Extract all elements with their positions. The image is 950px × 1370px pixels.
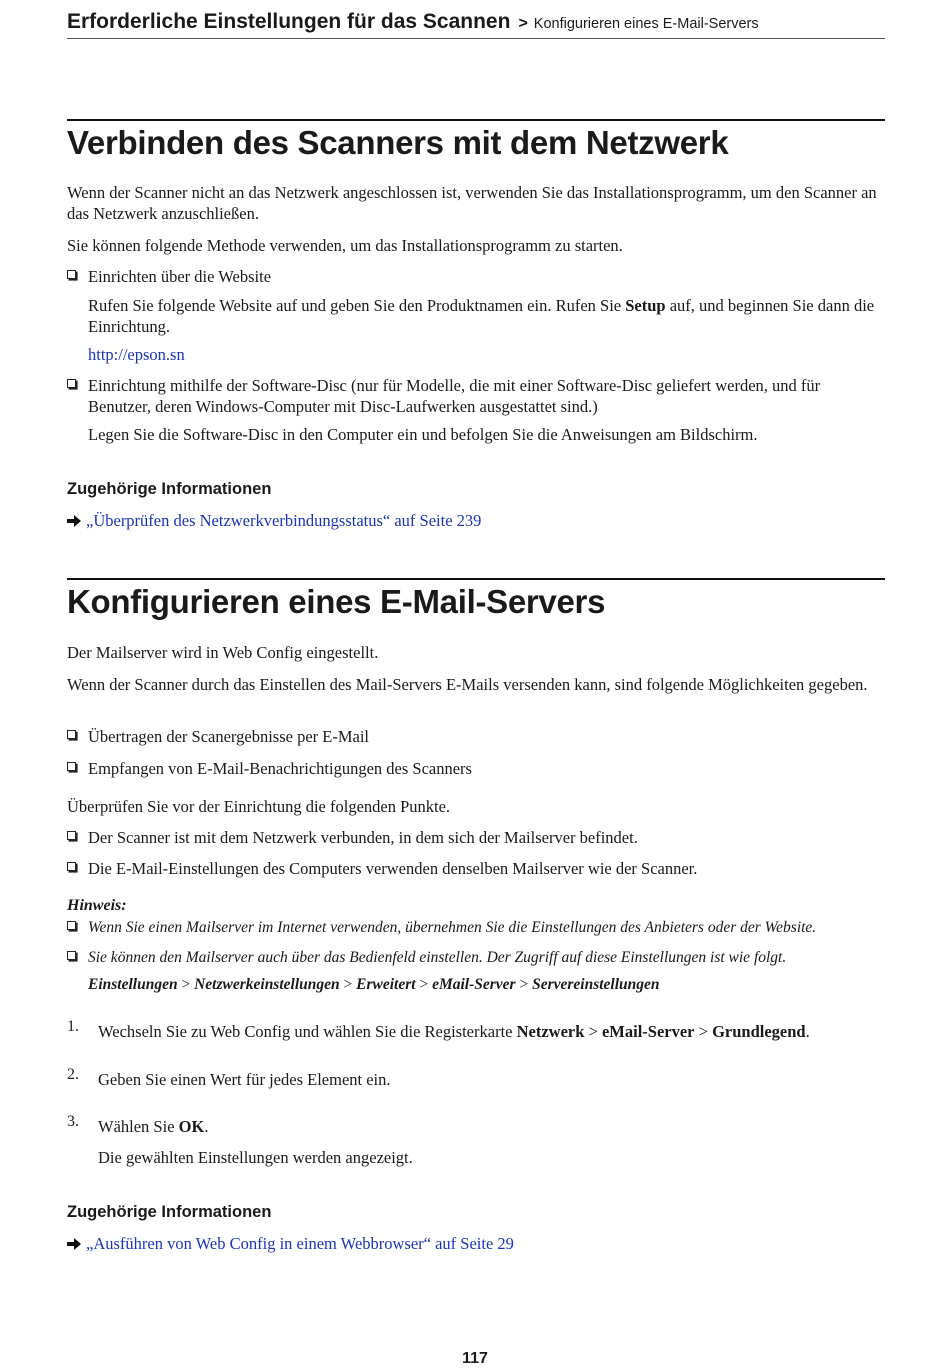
- s2-bullet-settings: [67, 858, 882, 879]
- checkbox-bullet-icon: [67, 951, 76, 960]
- arrow-right-icon: [67, 515, 81, 527]
- path-sep: >: [698, 1022, 708, 1041]
- desc-text-end: auf, und beginnen Sie dann die Einrichtung.: [88, 296, 875, 336]
- path-item: eMail-Server: [432, 976, 516, 993]
- s1-disc-desc: Legen Sie die Software-Disc in den Computer ein und befolgen Sie die Anweisungen am Bildschirm.: [88, 425, 758, 444]
- path-item: Einstellungen: [88, 976, 178, 993]
- s2-related-link[interactable]: [67, 1233, 514, 1254]
- path-item: Servereinstellungen: [532, 976, 660, 993]
- header-section: Konfigurieren eines E-Mail-Servers: [533, 16, 759, 32]
- bold-term: eMail-Server: [601, 1022, 695, 1041]
- bold-term: Netzwerk: [516, 1022, 585, 1041]
- s1-intro: Wenn der Scanner nicht an das Netzwerk angeschlossen ist, verwenden Sie das Installationsprogramm, um den Scanner an das Netzwerk anzuschließen.: [67, 183, 877, 223]
- path-sep: >: [519, 976, 529, 993]
- step-3-desc: Die gewählten Einstellungen werden angezeigt.: [98, 1148, 413, 1167]
- checkbox-bullet-icon: [67, 862, 76, 871]
- section-title-email-server: Konfigurieren eines E-Mail-Servers: [67, 578, 885, 622]
- checkbox-bullet-icon: [67, 379, 76, 388]
- related-link-text[interactable]: „Überprüfen des Netzwerkverbindungsstatus“ auf Seite 239: [86, 511, 482, 530]
- page-number: 117: [462, 1350, 488, 1367]
- s1-bullet-disc: [67, 375, 882, 417]
- s2-bullet-scan-results: [67, 726, 882, 747]
- checkbox-bullet-icon: [67, 270, 76, 279]
- bullet-text: Die E-Mail-Einstellungen des Computers verwenden denselben Mailserver wie der Scanner.: [88, 859, 698, 878]
- step-2-number: 2.: [67, 1066, 79, 1083]
- step-text: Wählen Sie: [98, 1117, 179, 1136]
- step-3-number: 3.: [67, 1113, 79, 1130]
- path-sep: >: [343, 976, 353, 993]
- step-2-text: Geben Sie einen Wert für jedes Element ein.: [98, 1070, 391, 1089]
- running-header: [67, 10, 885, 39]
- arrow-right-icon: [67, 1238, 81, 1250]
- step-end: .: [805, 1022, 810, 1041]
- bold-term: Grundlegend: [712, 1022, 806, 1041]
- note-item-2: [67, 947, 882, 968]
- s2-related-heading: Zugehörige Informationen: [67, 1203, 272, 1221]
- checkbox-bullet-icon: [67, 831, 76, 840]
- bullet-text: Einrichten über die Website: [88, 267, 272, 286]
- step-1-number: 1.: [67, 1018, 79, 1035]
- checkbox-bullet-icon: [67, 921, 76, 930]
- s1-related-heading: Zugehörige Informationen: [67, 480, 272, 498]
- s2-p1: Der Mailserver wird in Web Config eingestellt.: [67, 643, 379, 662]
- path-item: Netzwerkeinstellungen: [194, 976, 340, 993]
- note-text: Wenn Sie einen Mailserver im Internet verwenden, übernehmen Sie die Einstellungen des Anbieters oder der Website.: [88, 919, 817, 936]
- note-heading: Hinweis:: [67, 897, 127, 914]
- step-text: Wechseln Sie zu Web Config und wählen Sie die Registerkarte: [98, 1022, 517, 1041]
- bullet-text: Einrichtung mithilfe der Software-Disc (nur für Modelle, die mit einer Software-Disc geliefert werden, und für Benutzer, deren Windows-Computer mit Disc-Laufwerken ausgestattet sind.): [88, 376, 821, 416]
- s2-p3: Überprüfen Sie vor der Einrichtung die folgenden Punkte.: [67, 797, 451, 816]
- desc-text: Rufen Sie folgende Website auf und geben Sie den Produktnamen ein. Rufen Sie: [88, 296, 626, 315]
- path-item: Erweitert: [356, 976, 416, 993]
- s1-website-desc: [88, 295, 882, 337]
- s2-bullet-network: [67, 827, 882, 848]
- bullet-text: Übertragen der Scanergebnisse per E-Mail: [88, 727, 369, 746]
- epson-url-link[interactable]: [88, 344, 882, 365]
- header-separator: >: [518, 15, 528, 32]
- note-settings-path: [88, 974, 882, 995]
- s1-methods-text: Sie können folgende Methode verwenden, um das Installationsprogramm zu starten.: [67, 236, 623, 255]
- path-sep: >: [588, 1022, 598, 1041]
- s1-related-link[interactable]: [67, 510, 481, 531]
- header-chapter: Erforderliche Einstellungen für das Scannen: [67, 10, 511, 33]
- checkbox-bullet-icon: [67, 762, 76, 771]
- setup-bold: Setup: [625, 296, 666, 315]
- related-link-text[interactable]: „Ausführen von Web Config in einem Webbrowser“ auf Seite 29: [86, 1234, 514, 1253]
- note-text: Sie können den Mailserver auch über das Bedienfeld einstellen. Der Zugriff auf diese Einstellungen ist wie folgt.: [88, 949, 787, 966]
- note-item-1: [67, 917, 882, 938]
- section-title-network: Verbinden des Scanners mit dem Netzwerk: [67, 119, 885, 163]
- path-sep: >: [181, 976, 191, 993]
- step-3-text: [98, 1116, 882, 1137]
- path-sep: >: [419, 976, 429, 993]
- step-1-text: [98, 1021, 882, 1042]
- step-end: .: [204, 1117, 209, 1136]
- s2-bullet-notifications: [67, 758, 882, 779]
- url-text[interactable]: http://epson.sn: [88, 345, 185, 364]
- checkbox-bullet-icon: [67, 730, 76, 739]
- bullet-text: Empfangen von E-Mail-Benachrichtigungen des Scanners: [88, 759, 472, 778]
- s2-p2: Wenn der Scanner durch das Einstellen des Mail-Servers E-Mails versenden kann, sind folgende Möglichkeiten gegeben.: [67, 675, 868, 694]
- ok-bold: OK: [178, 1117, 205, 1136]
- s1-bullet-website: [67, 266, 882, 287]
- bullet-text: Der Scanner ist mit dem Netzwerk verbunden, in dem sich der Mailserver befindet.: [88, 828, 638, 847]
